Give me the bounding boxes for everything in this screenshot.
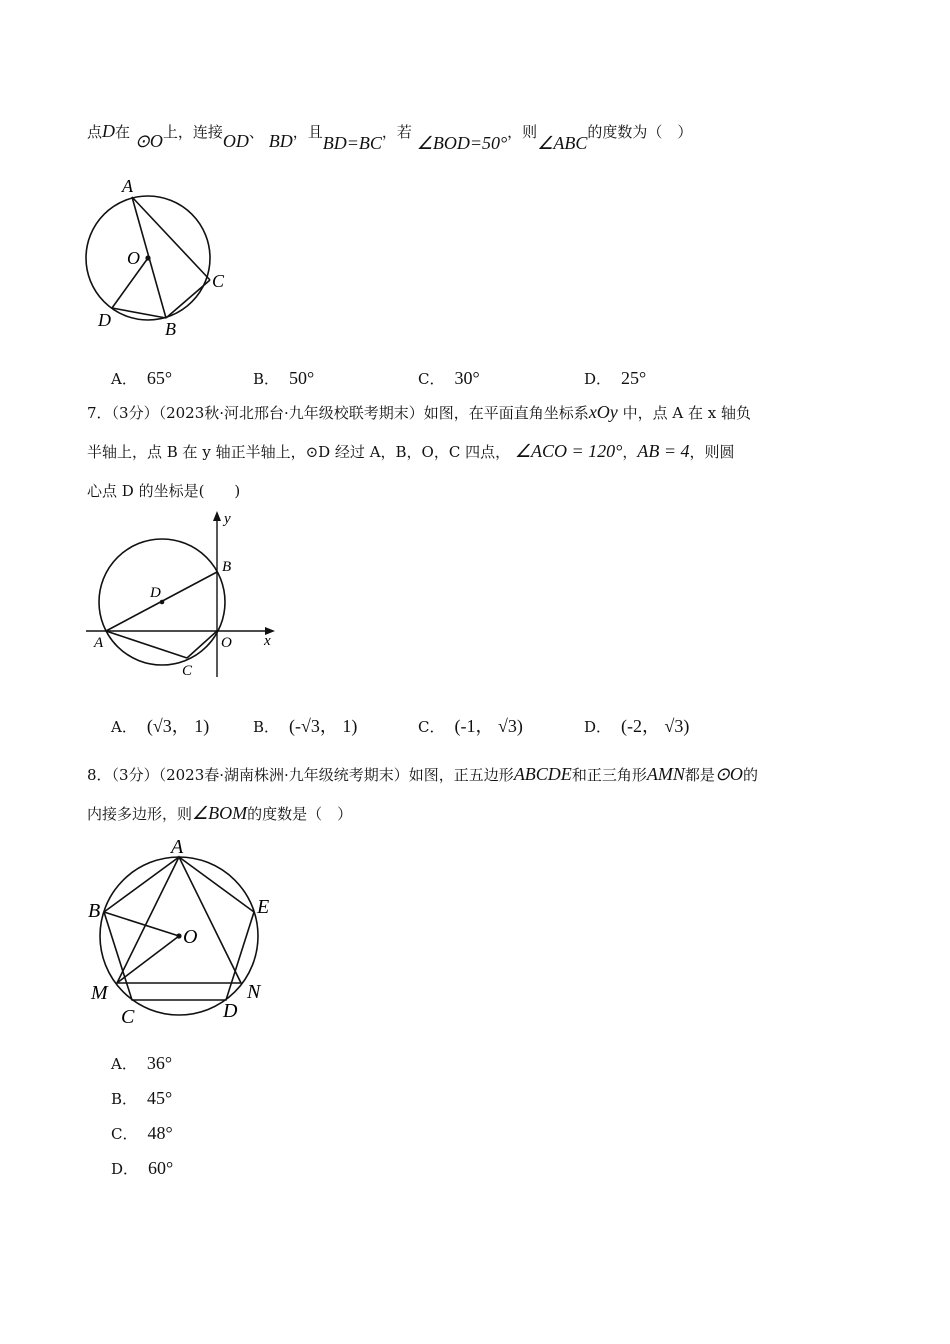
q8-label-C: C: [121, 1006, 135, 1028]
q8-label-B: B: [88, 900, 101, 922]
q6-stem: 点D在 ⊙O上，连接OD、 BD，且BD=BC，若 ∠BOD=50°，则∠ABC的度数为（ ）: [87, 121, 693, 153]
q7-stem-line2: 半轴上，点 B 在 y 轴正半轴上，⊙D 经过 A，B，O，C 四点， ∠ACO = 120°，AB = 4，则圆: [87, 441, 735, 461]
q6-seg-BC: [166, 280, 210, 318]
q6-label-B: B: [165, 319, 176, 339]
q8-label-E: E: [257, 896, 270, 918]
q7-option-d[interactable]: D． (-2， √3): [584, 716, 690, 736]
q6-label-O: O: [127, 248, 140, 268]
q6-figure: [80, 170, 250, 345]
q6-label-C: C: [212, 271, 225, 291]
q7-figure: [82, 505, 282, 685]
q6-option-d[interactable]: D． 25°: [584, 368, 647, 388]
q6-option-c[interactable]: C． 30°: [418, 368, 480, 388]
q8-stem-line1: 8．（3分）（2023春·湖南株洲·九年级统考期末）如图，正五边形ABCDE和正三角形AMN都是⊙O的: [87, 764, 758, 784]
q7-label-A: A: [94, 635, 104, 651]
q7-stem-line1: 7．（3分）（2023秋·河北邢台·九年级校联考期末）如图，在平面直角坐标系xOy 中，点 A 在 x 轴负: [87, 402, 751, 422]
q8-option-b[interactable]: B． 45°: [111, 1088, 173, 1108]
q6-option-b[interactable]: B． 50°: [253, 368, 315, 388]
q8-option-a[interactable]: A． 36°: [111, 1053, 173, 1073]
q8-label-M: M: [91, 982, 108, 1004]
q7-seg-CO: [187, 631, 217, 658]
q8-label-O: O: [183, 926, 198, 948]
q7-label-x: x: [264, 633, 271, 649]
q8-seg-OM: [117, 936, 179, 983]
q8-label-A: A: [171, 836, 184, 858]
q8-center-dot: [176, 933, 181, 938]
q7-option-b[interactable]: B． (-√3， 1): [253, 716, 358, 736]
q7-seg-AC: [106, 631, 187, 658]
q7-y-arrow: [213, 511, 221, 521]
q7-label-y: y: [224, 511, 231, 527]
q8-stem-line2: 内接多边形，则∠BOM的度数是（ ）: [87, 803, 353, 823]
q7-option-c[interactable]: C． (-1， √3): [418, 716, 523, 736]
q8-label-D: D: [223, 1000, 238, 1022]
q8-triangle: [117, 857, 241, 983]
q8-option-c[interactable]: C． 48°: [111, 1123, 173, 1143]
q8-figure: [85, 835, 280, 1030]
q7-label-O: O: [221, 635, 232, 651]
q7-label-C: C: [182, 663, 193, 679]
q7-stem-line3: 心点 D 的坐标是( ): [87, 482, 241, 500]
q6-center-dot: [145, 255, 150, 260]
q6-label-A: A: [122, 176, 133, 196]
q6-option-a[interactable]: A． 65°: [111, 368, 173, 388]
q8-pentagon: [104, 857, 254, 1000]
q8-label-N: N: [247, 981, 261, 1003]
q7-label-B: B: [222, 559, 232, 575]
q8-option-d[interactable]: D． 60°: [111, 1158, 174, 1178]
q7-label-D: D: [150, 585, 161, 601]
q6-label-D: D: [98, 310, 111, 330]
q7-option-a[interactable]: A． (√3， 1): [111, 716, 210, 736]
